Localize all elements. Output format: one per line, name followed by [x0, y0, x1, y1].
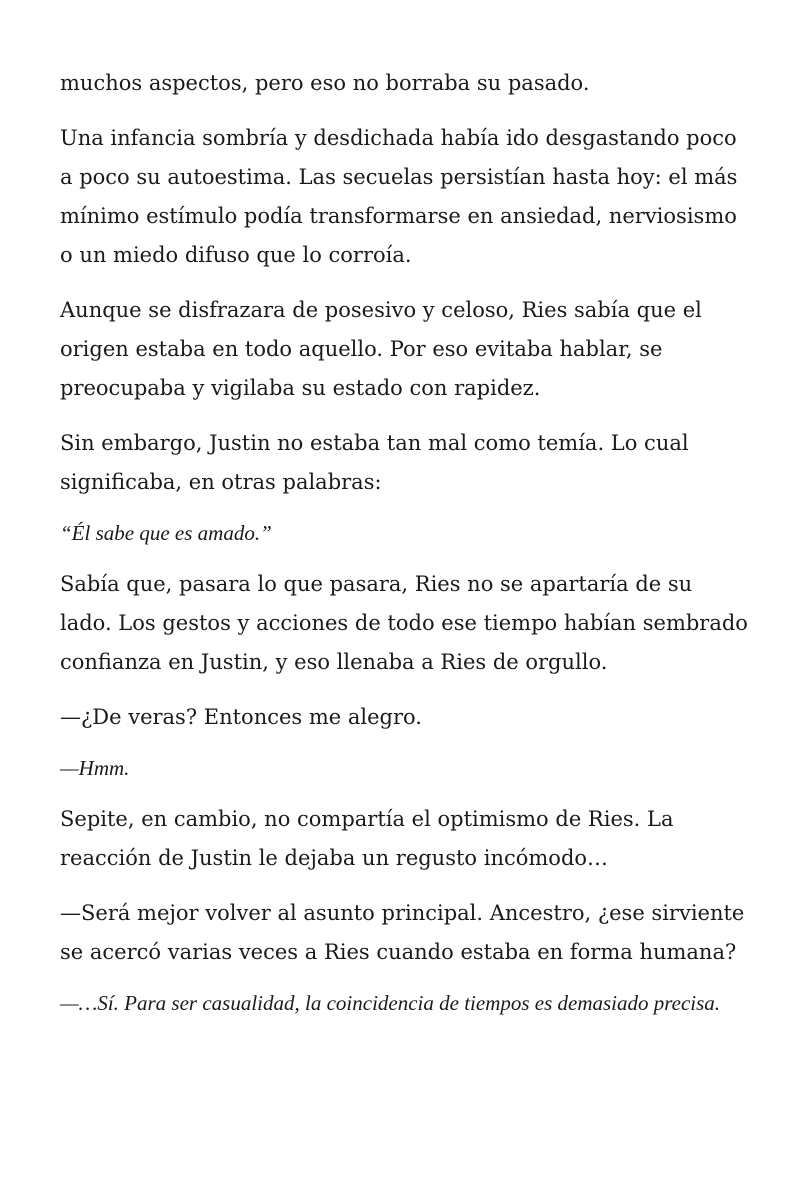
paragraph-2: Una infancia sombría y desdichada había ido desgastando poco a poco su autoestima. Las secuelas persistían hasta hoy: el más mínimo estímulo podía transformarse en ansiedad, nerviosismo o un miedo difuso que lo corroía. — [60, 126, 738, 267]
book-page — [60, 64, 750, 1035]
paragraph-1: muchos aspectos, pero eso no borraba su pasado. — [60, 71, 590, 95]
paragraph-3: Aunque se disfrazara de posesivo y celoso, Ries sabía que el origen estaba en todo aquello. Por eso evitaba hablar, se preocupaba y vigilaba su estado con rapidez. — [60, 298, 702, 400]
dialogue-1: —¿De veras? Entonces me alegro. — [60, 705, 422, 729]
italic-thought-2: —Hmm. — [60, 756, 130, 780]
italic-thought-1: “Él sabe que es amado.” — [60, 521, 272, 545]
paragraph-5: Sabía que, pasara lo que pasara, Ries no se apartaría de su lado. Los gestos y acciones de todo ese tiempo habían sembrado confianza en Justin, y eso llenaba a Ries de orgullo. — [60, 572, 748, 674]
paragraph-4: Sin embargo, Justin no estaba tan mal como temía. Lo cual significaba, en otras palabras: — [60, 431, 689, 494]
italic-thought-3: —…Sí. Para ser casualidad, la coincidencia de tiempos es demasiado precisa. — [60, 991, 721, 1015]
dialogue-2: —Será mejor volver al asunto principal. Ancestro, ¿ese sirviente se acercó varias veces a Ries cuando estaba en forma humana? — [60, 901, 745, 964]
paragraph-6: Sepite, en cambio, no compartía el optimismo de Ries. La reacción de Justin le dejaba un regusto incómodo… — [60, 807, 674, 870]
